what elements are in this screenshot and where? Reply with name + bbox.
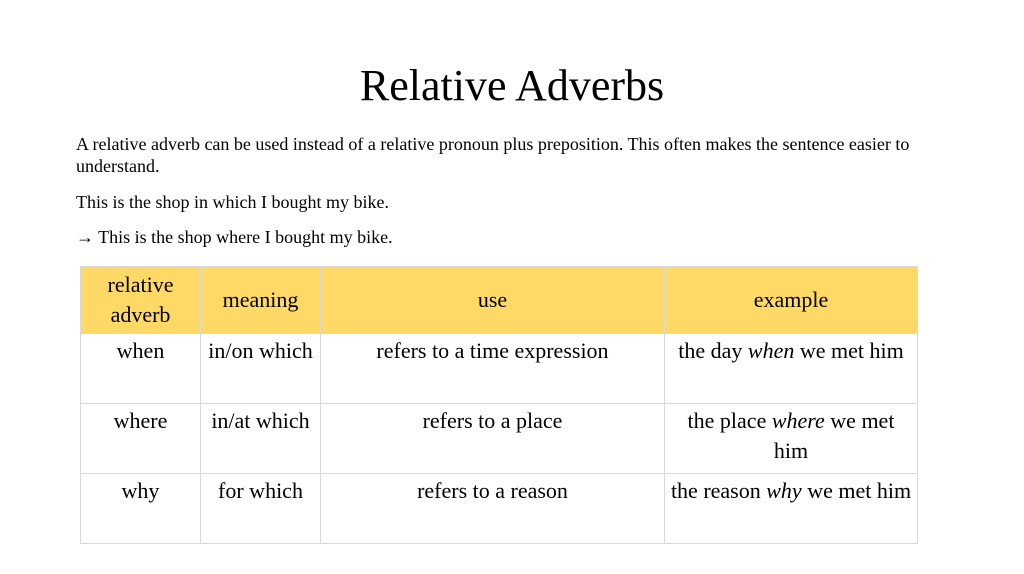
example-adverb-emphasis: when [747, 338, 795, 363]
example-text-pre: the place [687, 408, 772, 433]
cell-use: refers to a reason [321, 474, 665, 544]
table-row [81, 474, 918, 544]
example-text-pre: the day [678, 338, 748, 363]
example-sentence-after: → This is the shop where I bought my bike. [76, 227, 393, 247]
example-adverb-emphasis: where [771, 408, 825, 433]
table-row [81, 334, 918, 404]
table-row [81, 404, 918, 474]
slide-title: Relative Adverbs [359, 61, 665, 110]
example-adverb-emphasis: why [766, 478, 802, 503]
example-text-post: we met him [801, 478, 912, 503]
cell-example [665, 334, 918, 404]
example-text-post: we met him [773, 408, 895, 463]
example-text-post: we met him [794, 338, 904, 363]
cell-meaning: in/on which [201, 334, 321, 404]
cell-adverb: why [81, 474, 201, 544]
table-header-row [81, 267, 918, 334]
relative-adverbs-table [80, 266, 918, 544]
cell-example [665, 404, 918, 474]
cell-adverb: where [81, 404, 201, 474]
cell-meaning: for which [201, 474, 321, 544]
header-meaning: meaning [201, 267, 321, 334]
cell-use: refers to a place [321, 404, 665, 474]
cell-use: refers to a time expression [321, 334, 665, 404]
intro-paragraph: A relative adverb can be used instead of a relative pronoun plus preposition. This often makes the sentence easier to understand. [76, 134, 910, 176]
example-sentence-before: This is the shop in which I bought my bike. [76, 192, 389, 212]
header-example: example [665, 267, 918, 334]
cell-meaning: in/at which [201, 404, 321, 474]
cell-example [665, 474, 918, 544]
header-use: use [321, 267, 665, 334]
cell-adverb: when [81, 334, 201, 404]
example-text-pre: the reason [670, 478, 767, 503]
header-relative-adverb: relative adverb [81, 267, 201, 334]
